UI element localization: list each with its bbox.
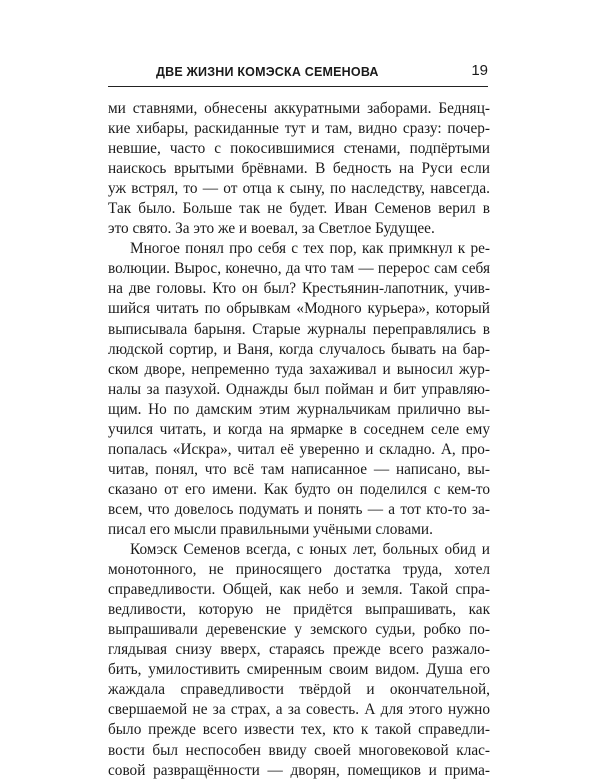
text-line: на две головы. Кто он был? Крестьянин-лапотник, учив- — [108, 280, 490, 298]
text-line: писал его мысли правильными учёными словами. — [108, 520, 433, 538]
text-line: сказано от его имени. Как будто он поделился с кем-то — [108, 480, 490, 498]
text-line: Так было. Больше так не будет. Иван Семенов верил в — [108, 200, 490, 218]
text-line: это свято. За это же и воевал, за Светлое Будущее. — [108, 220, 435, 238]
text-line: учился читать, и когда на ярмарке в соседнем селе ему — [108, 420, 490, 438]
text-line: вости был неспособен ввиду своей многовековой клас- — [108, 741, 490, 759]
header-rule — [108, 86, 488, 87]
paragraph — [108, 239, 490, 540]
paragraph — [108, 99, 490, 239]
page-number: 19 — [471, 62, 488, 79]
text-line: попалась «Искра», читал её уверенно и складно. А, про- — [108, 440, 490, 458]
text-line: щим. Но по дамским этим журнальчикам прилично вы- — [108, 400, 490, 418]
text-line: уж встрял, то — от отца к сыну, по наследству, навсегда. — [108, 180, 490, 198]
text-line: людской сортир, и Ваня, когда случалось бывать на бар- — [108, 340, 490, 358]
text-line: ми ставнями, обнесены аккуратными заборами. Бедняц- — [108, 100, 490, 117]
running-head — [108, 61, 488, 83]
paragraph — [108, 540, 490, 781]
text-line: Многое понял про себя с тех пор, как примкнул к ре- — [130, 240, 490, 258]
text-line: справедливости. Общей, как небо и земля. Такой спра- — [108, 581, 490, 599]
text-line: бить, умилостивить смиренным своим видом. Душа его — [108, 661, 490, 679]
text-line: совой развращённости — дворян, помещиков и прима- — [108, 761, 490, 779]
text-line: свершаемой не за страх, а за совесть. А для этого нужно — [108, 701, 490, 719]
text-line: глядывая снизу вверх, стараясь прежде всего разжало- — [108, 641, 490, 659]
text-line: читав, понял, что всё там написанное — написано, вы- — [108, 460, 490, 478]
body-text — [108, 99, 490, 781]
text-line: жаждала справедливости твёрдой и окончательной, — [108, 681, 490, 699]
text-line: налы за пазухой. Однажды был пойман и бит управляю- — [108, 380, 490, 398]
text-line: шийся читать по обрывкам «Модного курьера», который — [108, 300, 490, 318]
text-line: невшие, часто с покосившимися стенами, подпёртыми — [108, 140, 490, 158]
running-title: ДВЕ ЖИЗНИ КОМЭСКА СЕМЕНОВА — [156, 65, 379, 79]
text-line: ведливости, которую не придётся выпрашивать, как — [108, 601, 490, 619]
text-line: монотонного, не приносящего достатка труда, хотел — [108, 561, 490, 579]
text-line: всем, что довелось подумать и понять — а тот кто-то за- — [108, 500, 490, 518]
text-line: наискось врытыми брёвнами. В бедность на Руси если — [108, 160, 490, 178]
text-line: выпрашивали деревенские у земского судьи, робко по- — [108, 621, 490, 639]
text-line: кие хибары, раскиданные тут и там, видно сразу: почер- — [108, 120, 490, 138]
text-line: волюции. Вырос, конечно, да что там — перерос сам себя — [108, 260, 490, 278]
text-line: было прежде всего извести тех, кто к такой справедли- — [108, 721, 490, 739]
text-line: ском дворе, непременно туда захаживал и выносил жур- — [108, 360, 490, 378]
text-line: Комэск Семенов всегда, с юных лет, больных обид и — [130, 541, 490, 559]
text-line: выписывала барыня. Старые журналы переправлялись в — [108, 320, 490, 338]
